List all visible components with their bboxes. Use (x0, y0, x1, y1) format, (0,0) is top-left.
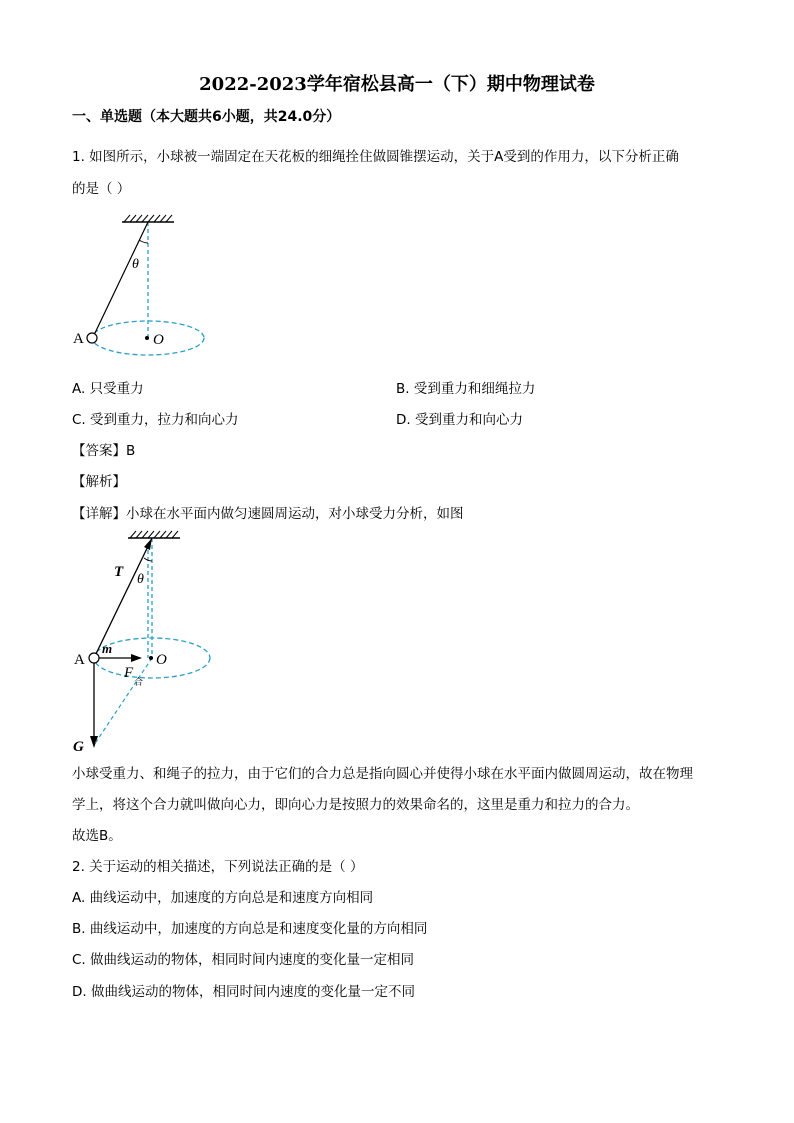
theta-arc (139, 240, 148, 243)
string-line (95, 222, 148, 333)
resultant-arrowhead (131, 654, 142, 662)
q1-stem-line2: 的是（ ） (72, 181, 131, 197)
label-a: A (73, 331, 84, 347)
label-m: m (102, 641, 113, 656)
q2-option-b: B. 曲线运动中，加速度的方向总是和速度变化量的方向相同 (72, 921, 428, 937)
explain-line1: 小球受重力、和绳子的拉力，由于它们的合力总是指向圆心并使得小球在水平面内做圆周运动，故在物理 (72, 766, 693, 782)
gravity-arrowhead (90, 736, 98, 748)
label-t: T (114, 564, 124, 580)
q1-stem-line1: 1. 如图所示，小球被一端固定在天花板的细绳拴住做圆锥摆运动，关于A受到的作用力，以下分析正确 (72, 149, 679, 165)
label-g: G (73, 739, 84, 755)
answer-row (72, 442, 135, 460)
answer-tag: 【答案】 (72, 443, 126, 459)
q2-stem: 2. 关于运动的相关描述，下列说法正确的是（ ） (72, 859, 364, 875)
answer-value: B (126, 443, 136, 459)
ball (89, 653, 99, 663)
label-theta: θ (137, 572, 144, 587)
explain-line2: 学上，将这个合力就叫做向心力，即向心力是按照力的效果命名的，这里是重力和拉力的合力。 (72, 797, 639, 813)
q2-option-c: C. 做曲线运动的物体，相同时间内速度的变化量一定相同 (72, 952, 415, 968)
tension-arrowhead (144, 538, 152, 550)
q1-option-b: B. 受到重力和细绳拉力 (396, 381, 536, 397)
center-dot (145, 336, 149, 340)
q1-option-d: D. 受到重力和向心力 (396, 412, 523, 428)
q1-figure (70, 212, 230, 362)
ceiling-hatch (130, 531, 178, 538)
parallelogram-dashed (94, 658, 152, 745)
detail-row (72, 505, 464, 523)
detail-text: 小球在水平面内做匀速圆周运动，对小球受力分析，如图 (126, 506, 464, 522)
center-dot (149, 656, 153, 660)
q1-force-diagram (70, 530, 240, 760)
q1-option-c: C. 受到重力，拉力和向心力 (72, 412, 239, 428)
section-heading: 一、单选题（本大题共6小题，共24.0分） (72, 109, 341, 125)
label-f: F (124, 665, 134, 681)
q1-conclusion: 故选B。 (72, 828, 122, 844)
analysis-tag: 【解析】 (72, 474, 126, 490)
label-o: O (153, 332, 164, 348)
label-theta: θ (132, 257, 139, 272)
ball (87, 333, 97, 343)
tension-vector (94, 538, 152, 658)
label-a: A (74, 652, 85, 668)
label-o: O (156, 652, 167, 668)
ceiling-hatch (124, 215, 172, 222)
detail-tag: 【详解】 (72, 506, 126, 522)
label-f-subscript: 合 (134, 678, 144, 688)
page-title: 2022-2023学年宿松县高一（下）期中物理试卷 (199, 74, 595, 95)
q2-option-d: D. 做曲线运动的物体，相同时间内速度的变化量一定不同 (72, 984, 415, 1000)
q2-option-a: A. 曲线运动中，加速度的方向总是和速度方向相同 (72, 890, 374, 906)
q1-option-a: A. 只受重力 (72, 381, 144, 397)
